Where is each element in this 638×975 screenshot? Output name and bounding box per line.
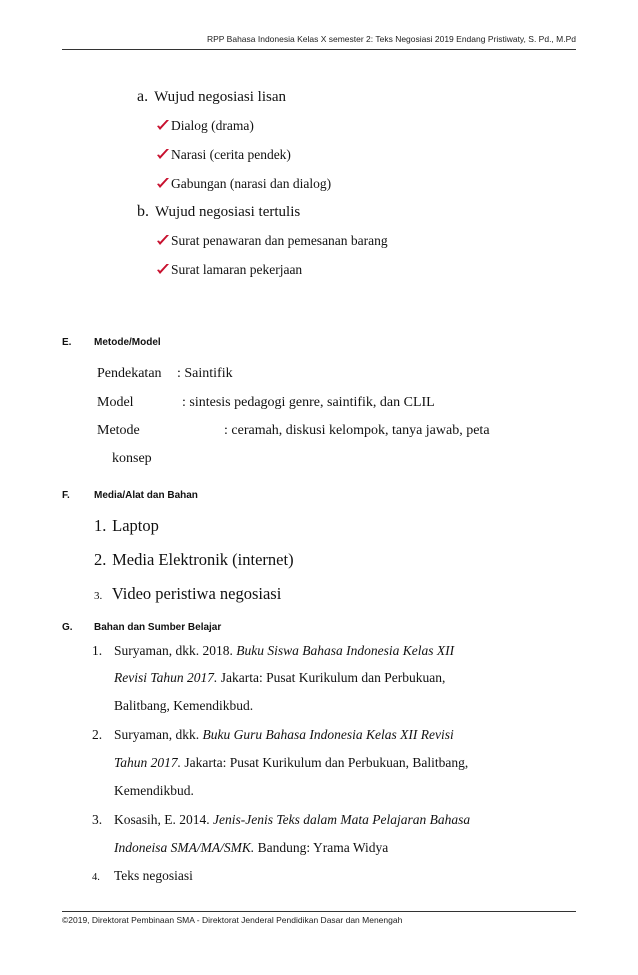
reference-title: Buku Guru Bahasa Indonesia Kelas XII Revisi [202,727,454,742]
page-header: RPP Bahasa Indonesia Kelas X semester 2: Teks Negosiasi 2019 Endang Pristiwaty, S. Pd., M.Pd [206,34,576,44]
sub-heading-tertulis [137,203,300,221]
method-label: Pendekatan [97,366,162,381]
media-item: 3. Video peristiwa negosiasi [94,584,282,603]
method-row [97,395,435,411]
method-label: Model [97,395,134,410]
list-item: Surat penawaran dan pemesanan barang [156,233,388,249]
sub-letter: b. [137,203,149,220]
footer-divider [62,911,576,912]
check-mark-icon [156,119,170,131]
reference-title: Tahun 2017. [114,755,182,770]
list-item: Surat lamaran pekerjaan [156,262,302,278]
reference-item: 4. Teks negosiasi [92,868,193,883]
method-value: : Saintifik [177,366,233,381]
media-item: 1. Laptop [94,516,159,535]
method-continuation: konsep [112,451,152,466]
reference-line: Kemendikbud. [114,783,194,798]
method-label: Metode [97,423,140,438]
reference-title: Revisi Tahun 2017. [114,670,218,685]
list-item: Narasi (cerita pendek) [156,147,291,163]
reference-line: Balitbang, Kemendikbud. [114,698,254,713]
check-mark-icon [156,263,170,275]
check-mark-icon [156,177,170,189]
method-row [97,423,490,439]
check-mark-icon [156,234,170,246]
list-item: Dialog (drama) [156,118,254,134]
section-heading-f: F. Media/Alat dan Bahan [62,490,198,501]
method-row [97,366,233,382]
sub-letter: a. [137,88,149,105]
media-item: 2. Media Elektronik (internet) [94,550,294,569]
reference-line: Tahun 2017. Jakarta: Pusat Kurikulum dan Perbukuan, Balitbang, [114,755,469,770]
method-value: : ceramah, diskusi kelompok, tanya jawab, peta [224,423,490,438]
header-divider [62,49,576,50]
reference-title: Jenis-Jenis Teks dalam Mata Pelajaran Bahasa [213,812,471,827]
reference-line: Revisi Tahun 2017. Jakarta: Pusat Kurikulum dan Perbukuan, [114,670,446,685]
reference-title: Indoneisa SMA/MA/SMK. [114,840,255,855]
section-heading-e: E. Metode/Model [62,337,161,348]
reference-line: Indoneisa SMA/MA/SMK. Bandung: Yrama Widya [114,840,389,855]
sub-heading-lisan [137,88,286,106]
reference-title: Buku Siswa Bahasa Indonesia Kelas XII [236,643,455,658]
reference-item: 1. Suryaman, dkk. 2018. Buku Siswa Bahasa Indonesia Kelas XII [92,643,455,658]
sub-title: Wujud negosiasi tertulis [155,204,301,220]
section-heading-g: G. Bahan dan Sumber Belajar [62,622,222,633]
check-mark-icon [156,148,170,160]
page-footer: ©2019, Direktorat Pembinaan SMA - Direktorat Jenderal Pendidikan Dasar dan Menengah [62,915,403,925]
reference-item: 2. Suryaman, dkk. Buku Guru Bahasa Indonesia Kelas XII Revisi [92,727,454,742]
reference-item: 3. Kosasih, E. 2014. Jenis-Jenis Teks dalam Mata Pelajaran Bahasa [92,812,471,827]
sub-title: Wujud negosiasi lisan [154,89,286,105]
method-value: : sintesis pedagogi genre, saintifik, dan CLIL [182,395,435,410]
list-item: Gabungan (narasi dan dialog) [156,176,331,192]
